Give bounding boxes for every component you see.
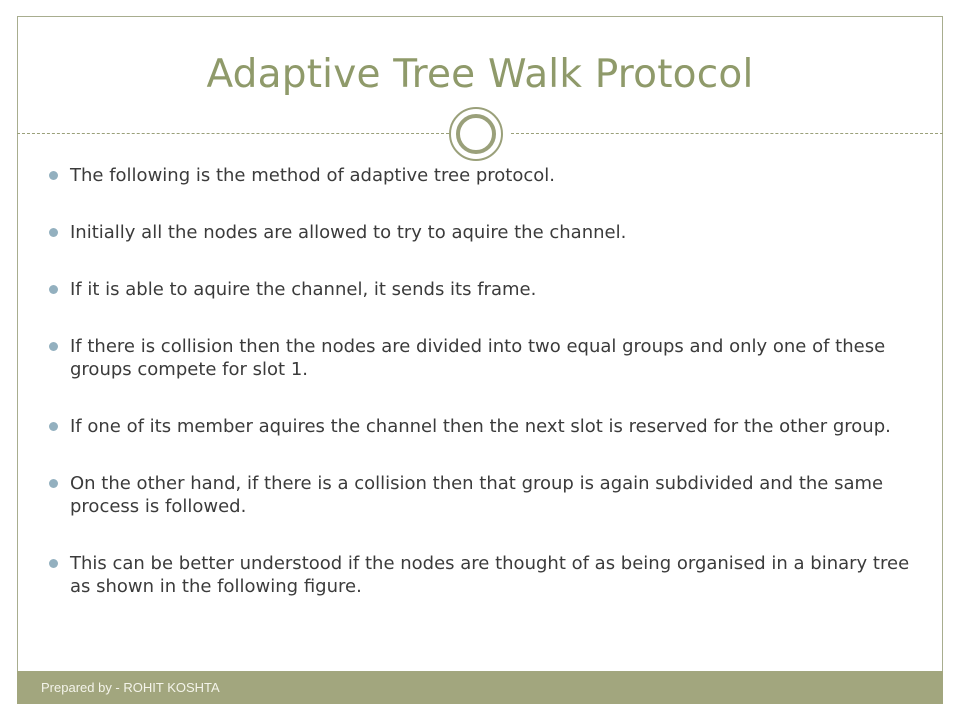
bullet-dot-icon [49, 285, 58, 294]
bullet-text: The following is the method of adaptive tree protocol. [70, 165, 556, 186]
bullet-item [49, 221, 924, 244]
bullet-item [49, 552, 924, 598]
bullet-item [49, 335, 924, 381]
bullet-item [49, 415, 924, 438]
bullet-dot-icon [49, 479, 58, 488]
bullet-item [49, 278, 924, 301]
bullet-text: Initially all the nodes are allowed to try to aquire the channel. [70, 222, 627, 243]
decorative-ring-icon [449, 107, 503, 161]
bullet-dot-icon [49, 342, 58, 351]
bullet-text: On the other hand, if there is a collision then that group is again subdivided and the same process is followed. [70, 473, 884, 517]
bullet-item [49, 164, 924, 187]
bullet-dot-icon [49, 422, 58, 431]
slide-title: Adaptive Tree Walk Protocol [206, 52, 754, 97]
bullet-item [49, 472, 924, 518]
footer-bar [17, 671, 943, 704]
bullet-text: If there is collision then the nodes are divided into two equal groups and only one of these groups compete for slot 1. [70, 336, 886, 380]
bullet-dot-icon [49, 228, 58, 237]
title-divider-right [511, 133, 943, 134]
bullet-dot-icon [49, 559, 58, 568]
bullet-text: If it is able to aquire the channel, it sends its frame. [70, 279, 537, 300]
bullet-dot-icon [49, 171, 58, 180]
footer-credit: Prepared by - ROHIT KOSHTA [41, 680, 220, 695]
title-divider-left [17, 133, 449, 134]
bullet-text: This can be better understood if the nodes are thought of as being organised in a binary tree as shown in the following figure. [70, 553, 910, 597]
bullet-text: If one of its member aquires the channel then the next slot is reserved for the other group. [70, 416, 891, 437]
bullet-list [49, 164, 924, 632]
